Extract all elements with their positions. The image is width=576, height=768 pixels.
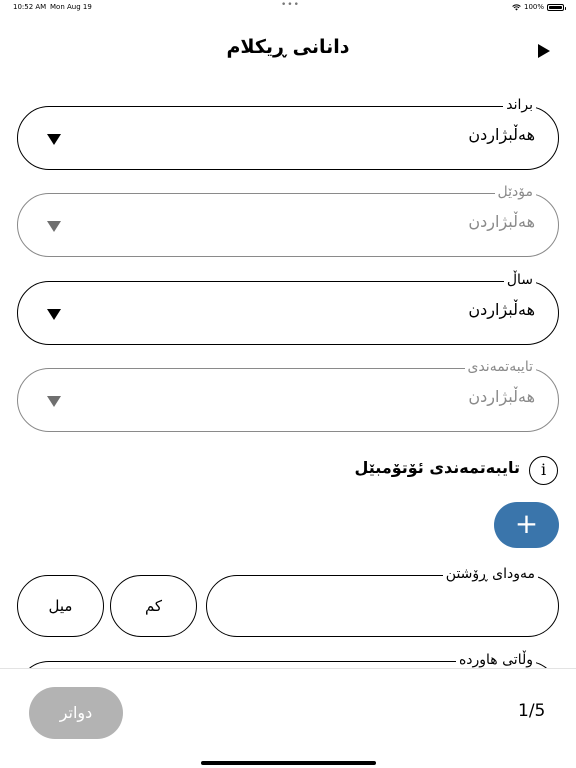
dropdown-arrow-icon bbox=[47, 221, 61, 232]
multitasking-dots: ••• bbox=[281, 0, 300, 10]
dropdown-arrow-icon bbox=[47, 134, 61, 145]
info-icon[interactable]: i bbox=[529, 456, 558, 485]
status-time: 10:52 AM bbox=[13, 3, 47, 11]
play-icon[interactable] bbox=[538, 44, 550, 58]
year-label: ساڵ bbox=[504, 271, 536, 289]
mileage-input[interactable] bbox=[206, 566, 559, 637]
battery-percent: 100% bbox=[523, 3, 544, 11]
brand-dropdown[interactable] bbox=[17, 97, 559, 170]
feature-label: تایبەتمەندی bbox=[465, 358, 537, 376]
status-bar bbox=[0, 0, 576, 14]
page-title: دانانی ڕیکلام bbox=[226, 36, 350, 58]
feature-value: هەڵبژاردن bbox=[468, 387, 535, 406]
wifi-icon bbox=[512, 4, 521, 11]
battery-icon bbox=[547, 4, 564, 11]
feature-dropdown[interactable] bbox=[17, 359, 559, 432]
page-indicator: 1/5 bbox=[518, 701, 546, 721]
mileage-label: مەودای ڕۆشتن bbox=[443, 565, 538, 583]
brand-label: براند bbox=[503, 96, 536, 114]
model-label: مۆدێل bbox=[495, 183, 536, 201]
home-indicator bbox=[201, 761, 376, 765]
unit-mile-button[interactable]: میل bbox=[17, 575, 104, 637]
add-button[interactable]: + bbox=[494, 502, 559, 548]
bottom-bar bbox=[0, 668, 576, 768]
country-label: وڵاتی هاوردە bbox=[456, 651, 536, 669]
next-button[interactable]: دواتر bbox=[29, 687, 123, 739]
dropdown-arrow-icon bbox=[47, 309, 61, 320]
car-features-heading: تایبەتمەندی ئۆتۆمبێل bbox=[354, 458, 520, 477]
dropdown-arrow-icon bbox=[47, 396, 61, 407]
model-value: هەڵبژاردن bbox=[468, 212, 535, 231]
brand-value: هەڵبژاردن bbox=[468, 125, 535, 144]
unit-km-button[interactable]: کم bbox=[110, 575, 197, 637]
status-indicators bbox=[512, 3, 564, 11]
year-dropdown[interactable] bbox=[17, 272, 559, 345]
year-value: هەڵبژاردن bbox=[468, 300, 535, 319]
model-dropdown[interactable] bbox=[17, 184, 559, 257]
status-date: Mon Aug 19 bbox=[50, 3, 92, 11]
